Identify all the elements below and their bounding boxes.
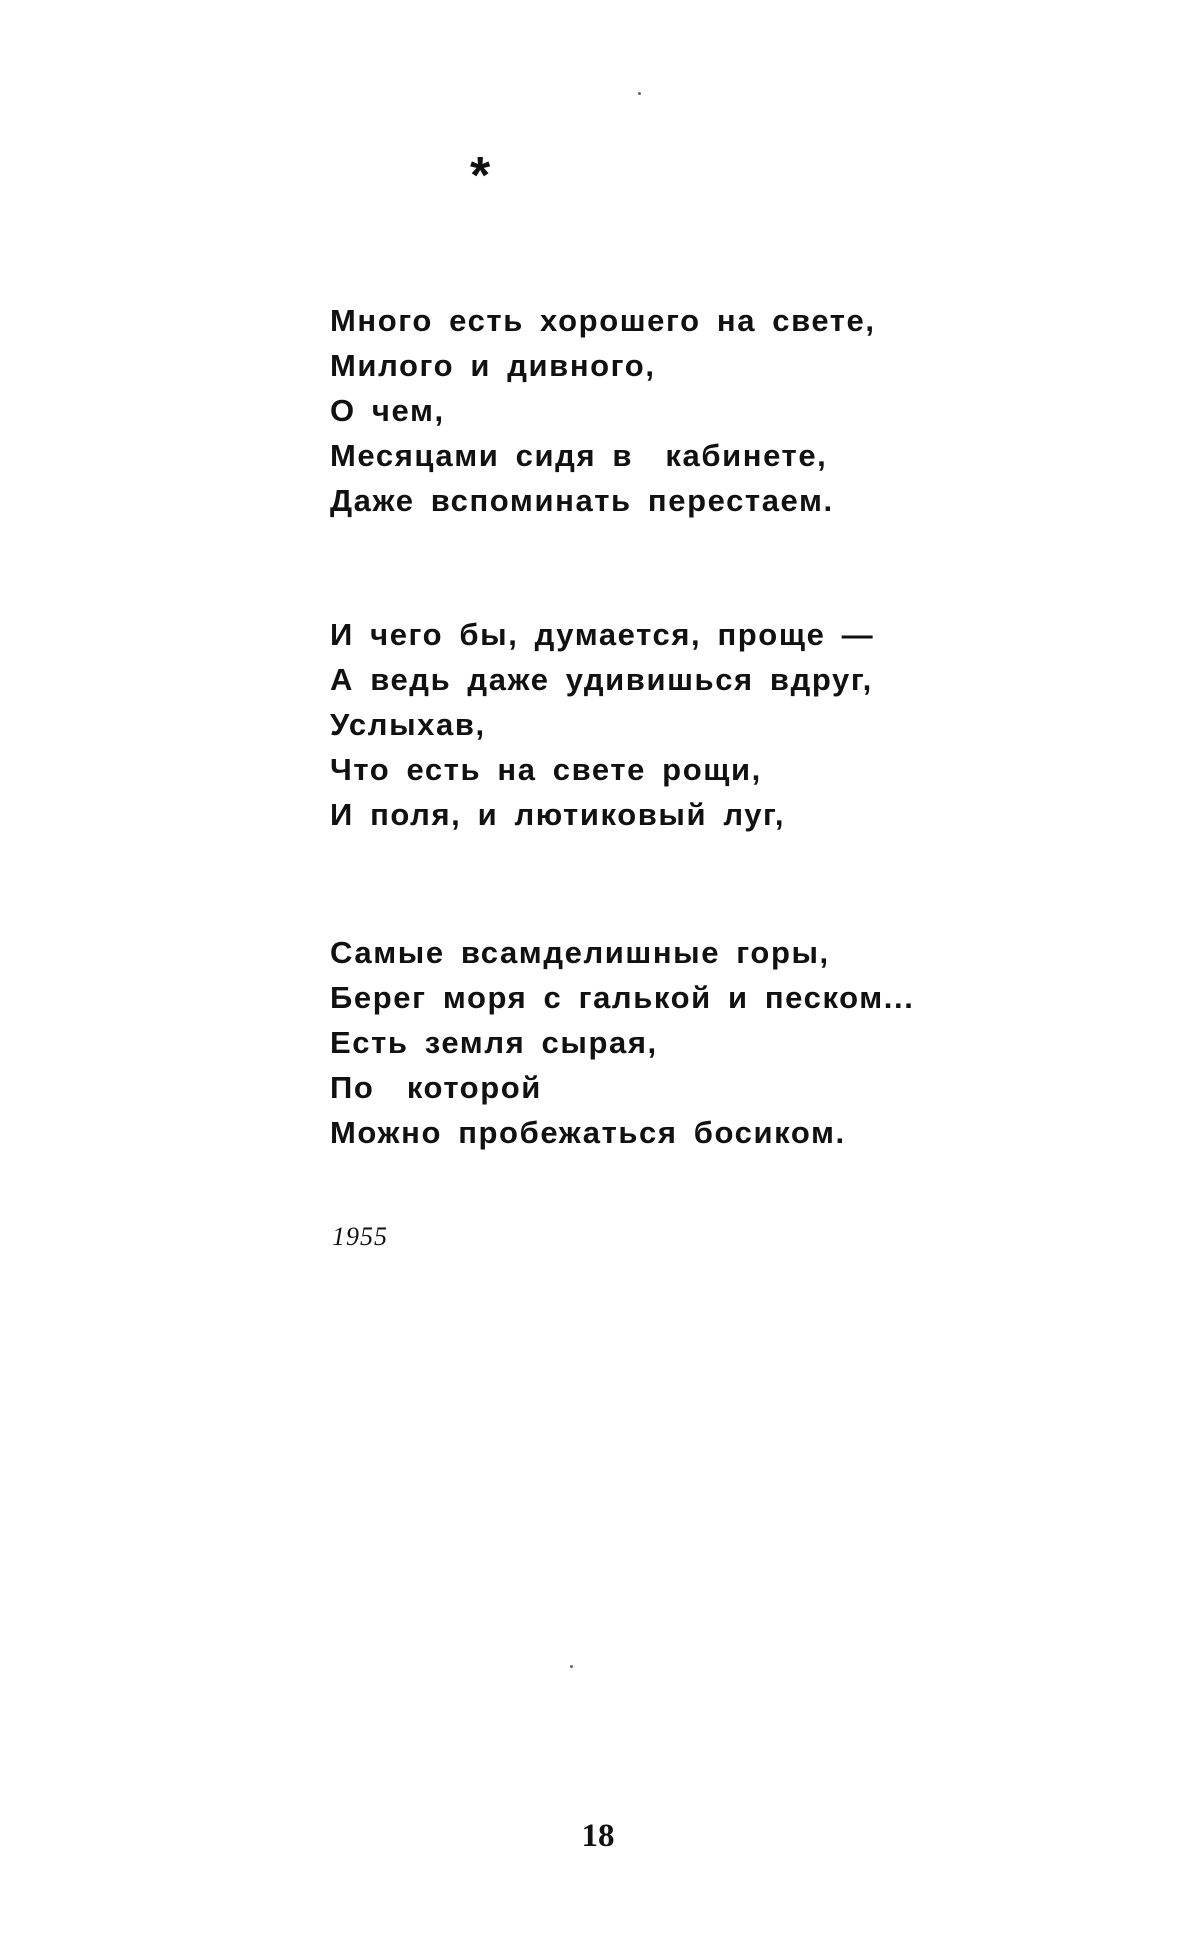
poem-line: По которой <box>330 1070 542 1105</box>
print-speck <box>570 1665 573 1668</box>
poem-stanza-1 <box>330 298 876 523</box>
poem-stanza-3 <box>330 930 914 1155</box>
poem-line: И поля, и лютиковый луг, <box>330 797 786 832</box>
poem-line: Что есть на свете рощи, <box>330 752 762 787</box>
poem-line: И чего бы, думается, проще — <box>330 617 875 652</box>
poem-line: Есть земля сырая, <box>330 1025 658 1060</box>
print-speck <box>638 92 641 95</box>
poem-line: Много есть хорошего на свете, <box>330 303 876 338</box>
poem-stanza-2 <box>330 612 874 837</box>
poem-line: Можно пробежаться босиком. <box>330 1115 846 1150</box>
poem-line: Милого и дивного, <box>330 348 656 383</box>
poem-line: О чем, <box>330 393 445 428</box>
poem-line: Месяцами сидя в кабинете, <box>330 438 828 473</box>
poem-line: А ведь даже удивишься вдруг, <box>330 662 873 697</box>
poem-line: Даже вспоминать перестаем. <box>330 483 834 518</box>
poem-date: 1955 <box>332 1222 388 1251</box>
poem-line: Берег моря с галькой и песком... <box>330 980 915 1015</box>
poem-line: Услыхав, <box>330 707 486 742</box>
poem-line: Самые всамделишные горы, <box>330 935 830 970</box>
page-number: 18 <box>581 1818 615 1854</box>
section-asterisk: * <box>470 147 491 205</box>
